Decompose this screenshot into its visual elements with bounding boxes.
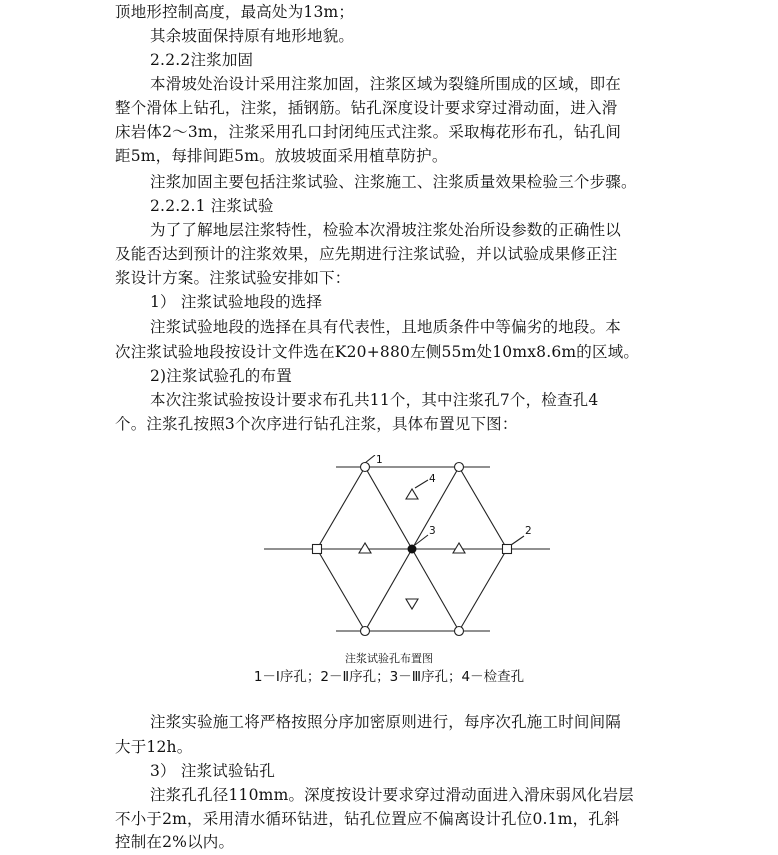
figure-label-3: 3 bbox=[429, 525, 436, 537]
list-item-heading-2: 2)注浆试验孔的布置 bbox=[150, 367, 292, 385]
secondary-hole-marker bbox=[313, 545, 322, 554]
text-line-22: 不小于2m，采用清水循环钻进，钻孔位置应不偏离设计孔位0.1m，孔斜 bbox=[115, 810, 620, 828]
section-heading-2-2-2: 2.2.2注浆加固 bbox=[150, 51, 254, 69]
inspection-hole-marker bbox=[406, 489, 418, 499]
text-line-4: 整个滑体上钻孔，注浆，插钢筋。钻孔深度设计要求穿过滑动面，进入滑 bbox=[115, 99, 618, 117]
grout-hole-layout-diagram bbox=[262, 455, 552, 645]
figure-legend: 1－Ⅰ序孔；2－Ⅱ序孔；3－Ⅲ序孔；4－检查孔 bbox=[253, 669, 525, 685]
text-line-23: 控制在2%以内。 bbox=[115, 833, 235, 851]
figure-title: 注浆试验孔布置图 bbox=[345, 652, 433, 665]
inspection-hole-marker bbox=[453, 543, 465, 553]
text-line-16: 本次注浆试验按设计要求布孔共11个，其中注浆孔7个，检查孔4 bbox=[150, 391, 599, 409]
figure-label-1: 1 bbox=[376, 455, 383, 466]
text-line-3: 本滑坡处治设计采用注浆加固，注浆区域为裂缝所围成的区域，即在 bbox=[150, 75, 622, 93]
text-line-11: 浆设计方案。注浆试验安排如下： bbox=[115, 269, 351, 287]
figure-label-4: 4 bbox=[429, 473, 436, 485]
text-line-14: 次注浆试验地段按设计文件选在K20+880左侧55m处10mx8.6m的区域。 bbox=[115, 343, 640, 361]
list-item-heading-1: 1） 注浆试验地段的选择 bbox=[150, 293, 323, 311]
lattice-line bbox=[412, 549, 459, 631]
text-line-7: 注浆加固主要包括注浆试验、注浆施工、注浆质量效果检验三个步骤。 bbox=[150, 173, 637, 191]
text-line-10: 及能否达到预计的注浆效果，应先期进行注浆试验，并以试验成果修正注 bbox=[115, 245, 618, 263]
lattice-line bbox=[317, 549, 365, 631]
leader-line-4 bbox=[415, 480, 428, 488]
text-line-6: 距5m，每排间距5m。放坡坡面采用植草防护。 bbox=[115, 147, 448, 165]
text-line-21: 注浆孔孔径110mm。深度按设计要求穿过滑动面进入滑床弱风化岩层 bbox=[150, 786, 634, 804]
secondary-hole-marker bbox=[503, 545, 512, 554]
text-line-9: 为了了解地层注浆特性，检验本次滑坡注浆处治所设参数的正确性以 bbox=[150, 221, 622, 239]
lattice-line bbox=[317, 467, 365, 549]
text-line-17: 个。注浆孔按照3个次序进行钻孔注浆，具体布置见下图： bbox=[115, 415, 518, 433]
text-line-0: 顶地形控制高度，最高处为13m； bbox=[115, 3, 355, 21]
lattice-line bbox=[365, 549, 412, 631]
section-heading-2-2-2-1: 2.2.2.1 注浆试验 bbox=[150, 197, 274, 215]
text-line-19: 大于12h。 bbox=[115, 738, 193, 756]
primary-hole-marker bbox=[361, 463, 370, 472]
leader-line-1 bbox=[365, 455, 375, 463]
primary-hole-marker bbox=[455, 627, 464, 636]
list-item-heading-3: 3） 注浆试验钻孔 bbox=[150, 762, 276, 780]
primary-hole-marker bbox=[361, 627, 370, 636]
figure-label-2: 2 bbox=[525, 525, 532, 537]
inspection-hole-marker bbox=[359, 543, 371, 553]
lattice-line bbox=[459, 549, 507, 631]
leader-line-2 bbox=[511, 536, 524, 545]
lattice-line bbox=[459, 467, 507, 549]
text-line-5: 床岩体2～3m，注浆采用孔口封闭纯压式注浆。采取梅花形布孔，钻孔间 bbox=[115, 123, 622, 141]
primary-hole-marker bbox=[455, 463, 464, 472]
text-line-13: 注浆试验地段的选择在具有代表性，且地质条件中等偏劣的地段。本 bbox=[150, 318, 622, 336]
tertiary-hole-marker bbox=[408, 545, 417, 554]
inspection-hole-marker bbox=[406, 599, 418, 609]
text-line-18: 注浆实验施工将严格按照分序加密原则进行，每序次孔施工时间间隔 bbox=[150, 713, 622, 731]
text-line-1: 其余坡面保持原有地形地貌。 bbox=[150, 27, 355, 45]
lattice-line bbox=[365, 467, 412, 549]
